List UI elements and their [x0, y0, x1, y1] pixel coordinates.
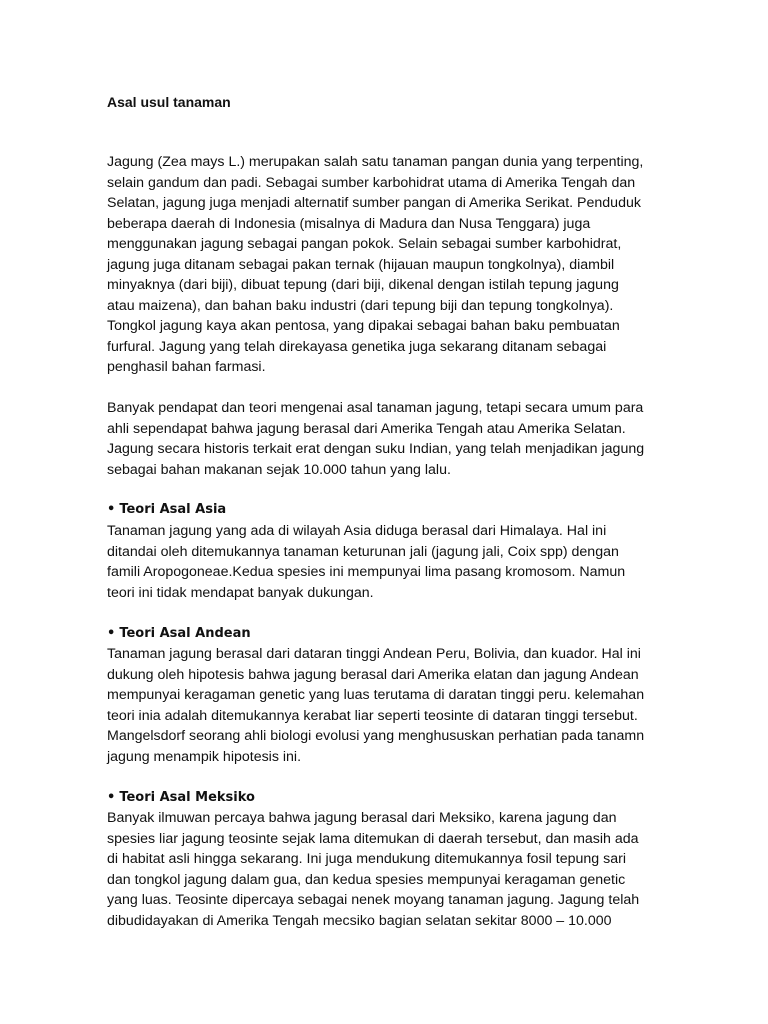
section-heading-andean: [107, 624, 251, 644]
section-line: Mangelsdorf seorang ahli biologi evolusi yang menghususkan perhatian pada tanamn: [107, 728, 645, 744]
intro-line: atau maizena), dan bahan baku industri (dari tepung biji dan tepung tongkolnya).: [107, 297, 614, 314]
section-line: Banyak ilmuwan percaya bahwa jagung berasal dari Meksiko, karena jagung dan: [107, 810, 617, 826]
second-paragraph-line: sebagai bahan makanan sejak 10.000 tahun yang lalu.: [107, 461, 451, 478]
second-paragraph-line: Banyak pendapat dan teori mengenai asal tanaman jagung, tetapi secara umum para: [107, 400, 644, 416]
intro-line: beberapa daerah di Indonesia (misalnya di Madura dan Nusa Tenggara) juga: [107, 215, 591, 232]
section-line: di habitat asli hingga sekarang. Ini juga mendukung ditemukannya fosil tepung sari: [107, 851, 626, 867]
section-line: Tanaman jagung berasal dari dataran tinggi Andean Peru, Bolivia, dan kuador. Hal ini: [107, 646, 641, 662]
second-paragraph-line: ahli sependapat bahwa jagung berasal dari Amerika Tengah atau Amerika Selatan.: [107, 420, 626, 437]
section-heading-label: Teori Asal Asia: [119, 502, 227, 517]
section-heading-asia: [107, 500, 226, 520]
section-line: teori ini tidak mendapat banyak dukungan.: [107, 584, 374, 601]
bullet-icon: •: [107, 502, 116, 517]
intro-line: Selatan, jagung juga menjadi alternatif sumber pangan di Amerika Serikat. Penduduk: [107, 195, 641, 211]
intro-line: jagung juga ditanam sebagai pakan ternak (hijauan maupun tongkolnya), diambil: [107, 256, 615, 273]
section-line: famili Aropogoneae.Kedua spesies ini mempunyai lima pasang kromosom. Namun: [107, 564, 626, 580]
section-heading-meksiko: [107, 788, 255, 808]
section-line: dukung oleh hipotesis bahwa jagung berasal dari Amerika elatan dan jagung Andean: [107, 666, 639, 683]
section-line: dan tongkol jagung dalam gua, dan kedua spesies mempunyai keragaman genetic: [107, 871, 626, 888]
section-heading-label: Teori Asal Andean: [119, 626, 251, 641]
second-paragraph-line: Jagung secara historis terkait erat dengan suku Indian, yang telah menjadikan jagung: [107, 441, 645, 457]
section-line: mempunyai keragaman genetic yang luas terutama di daratan tinggi peru. kelemahan: [107, 687, 645, 703]
section-body-andean: [107, 644, 687, 767]
bullet-icon: •: [107, 626, 116, 641]
intro-paragraph: [107, 152, 687, 378]
bullet-icon: •: [107, 790, 116, 805]
section-line: teori inia adalah ditemukannya kerabat liar seperti teosinte di dataran tinggi tersebut.: [107, 707, 638, 724]
section-line: ditandai oleh ditemukannya tanaman keturunan jali (jagung jali, Coix spp) dengan: [107, 543, 619, 560]
intro-line: penghasil bahan farmasi.: [107, 359, 266, 375]
section-heading-label: Teori Asal Meksiko: [119, 790, 255, 805]
section-line: jagung menampik hipotesis ini.: [107, 748, 302, 765]
intro-line: furfural. Jagung yang telah direkayasa genetika juga sekarang ditanam sebagai: [107, 338, 607, 355]
intro-line: menggunakan jagung sebagai pangan pokok. Selain sebagai sumber karbohidrat,: [107, 236, 622, 252]
section-body-asia: [107, 521, 687, 603]
intro-line: minyaknya (dari biji), dibuat tepung (dari biji, dikenal dengan istilah tepung jagung: [107, 277, 619, 293]
document-title: Asal usul tanaman: [107, 94, 231, 110]
intro-line: Tongkol jagung kaya akan pentosa, yang dipakai sebagai bahan baku pembuatan: [107, 318, 620, 334]
section-line: yang luas. Teosinte dipercaya sebagai nenek moyang tanaman jagung. Jagung telah: [107, 892, 640, 908]
second-paragraph: [107, 398, 687, 480]
section-line: spesies liar jagung teosinte sejak lama ditemukan di daerah tersebut, dan masih ada: [107, 830, 639, 847]
section-line: Tanaman jagung yang ada di wilayah Asia diduga berasal dari Himalaya. Hal ini: [107, 523, 607, 539]
section-body-meksiko: [107, 808, 687, 931]
intro-line: selain gandum dan padi. Sebagai sumber karbohidrat utama di Amerika Tengah dan: [107, 174, 636, 191]
section-line: dibudidayakan di Amerika Tengah mecsiko bagian selatan sekitar 8000 – 10.000: [107, 912, 612, 929]
intro-line: Jagung (Zea mays L.) merupakan salah satu tanaman pangan dunia yang terpenting,: [107, 154, 644, 170]
